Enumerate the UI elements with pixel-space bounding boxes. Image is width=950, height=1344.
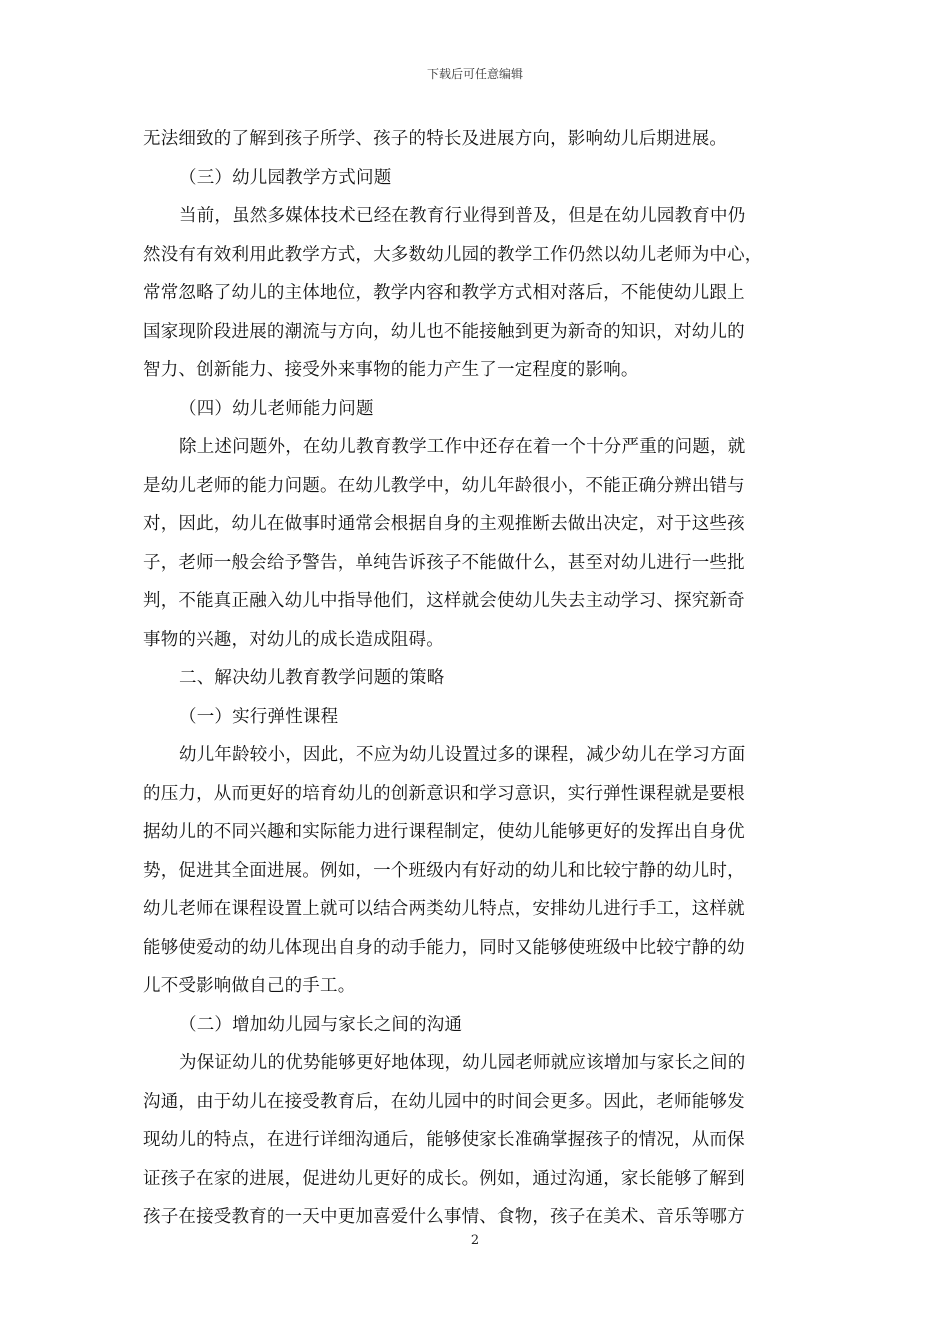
body-line: 对，因此，幼儿在做事时通常会根据自身的主观推断去做出决定，对于这些孩 [143,514,745,534]
body-line: 然没有有效利用此教学方式，大多数幼儿园的教学工作仍然以幼儿老师为中心， [143,244,763,265]
body-line: 常常忽略了幼儿的主体地位，教学内容和教学方式相对落后，不能使幼儿跟上 [143,283,745,303]
document-body [143,120,811,1237]
body-line: 势，促进其全面进展。例如，一个班级内有好动的幼儿和比较宁静的幼儿时， [143,860,745,881]
section-heading: （三）幼儿园教学方式问题 [179,167,392,188]
paragraph-first-line: 除上述问题外，在幼儿教育教学工作中还存在着一个十分严重的问题，就 [179,437,746,457]
body-line: 沟通，由于幼儿在接受教育后，在幼儿园中的时间会更多。因此，老师能够发 [143,1091,745,1112]
body-line: 是幼儿老师的能力问题。在幼儿教学中，幼儿年龄很小，不能正确分辨出错与 [143,475,745,496]
body-line: 国家现阶段进展的潮流与方向，幼儿也不能接触到更为新奇的知识，对幼儿的 [143,321,745,342]
body-line: 智力、创新能力、接受外来事物的能力产生了一定程度的影响。 [143,360,639,380]
body-line: 无法细致的了解到孩子所学、孩子的特长及进展方向，影响幼儿后期进展。 [143,129,728,149]
paragraph-first-line: 为保证幼儿的优势能够更好地体现，幼儿园老师就应该增加与家长之间的 [179,1053,746,1073]
paragraph-first-line: 当前，虽然多媒体技术已经在教育行业得到普及，但是在幼儿园教育中仍 [179,206,746,226]
body-line: 事物的兴趣，对幼儿的成长造成阻碍。 [143,629,444,650]
body-line: 证孩子在家的进展，促进幼儿更好的成长。例如，通过沟通，家长能够了解到 [143,1168,745,1189]
section-heading: （一）实行弹性课程 [179,706,339,727]
section-heading: （二）增加幼儿园与家长之间的沟通 [179,1014,463,1035]
body-line: 幼儿老师在课程设置上就可以结合两类幼儿特点，安排幼儿进行手工，这样就 [143,899,745,919]
body-line: 儿不受影响做自己的手工。 [143,976,356,996]
chapter-heading: 二、解决幼儿教育教学问题的策略 [179,668,445,688]
body-line: 据幼儿的不同兴趣和实际能力进行课程制定，使幼儿能够更好的发挥出自身优 [143,822,745,842]
paragraph-first-line: 幼儿年龄较小，因此，不应为幼儿设置过多的课程，减少幼儿在学习方面 [179,745,746,765]
body-line: 的压力，从而更好的培育幼儿的创新意识和学习意识，实行弹性课程就是要根 [143,783,745,804]
page-number: 2 [470,1233,480,1248]
body-line: 子，老师一般会给予警告，单纯告诉孩子不能做什么，甚至对幼儿进行一些批 [143,552,745,573]
page-header: 下载后可任意编辑 [426,67,523,81]
body-line: 孩子在接受教育的一天中更加喜爱什么事情、食物，孩子在美术、音乐等哪方 [143,1207,745,1227]
body-line: 能够使爱动的幼儿体现出自身的动手能力，同时又能够使班级中比较宁静的幼 [143,937,745,958]
body-line: 现幼儿的特点，在进行详细沟通后，能够使家长准确掌握孩子的情况，从而保 [143,1130,745,1150]
body-line: 判，不能真正融入幼儿中指导他们，这样就会使幼儿失去主动学习、探究新奇 [143,591,745,611]
section-heading: （四）幼儿老师能力问题 [179,398,374,419]
